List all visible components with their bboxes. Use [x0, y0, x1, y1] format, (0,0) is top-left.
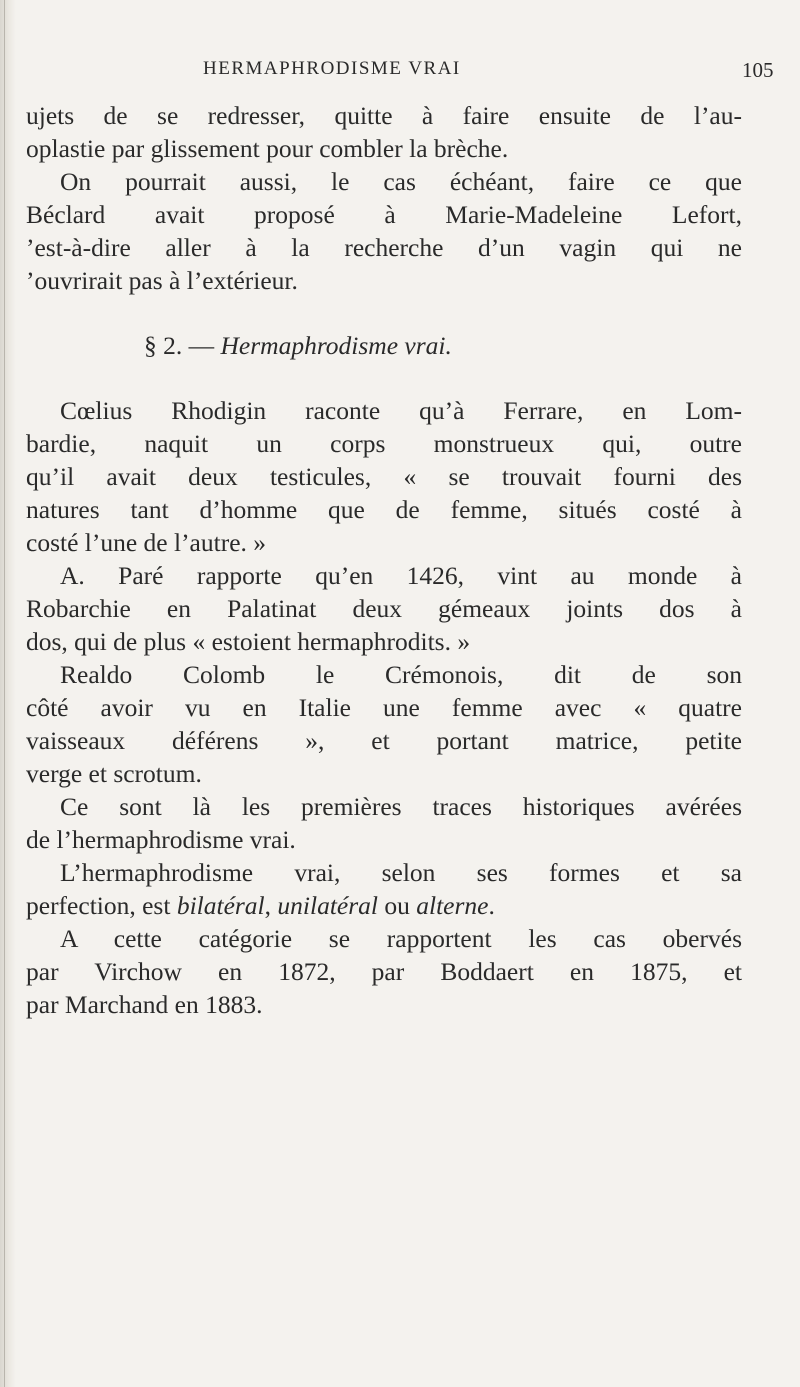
text-line: qu’il avait deux testicules, « se trouvait fourni des: [26, 462, 742, 491]
paragraph: [26, 165, 742, 297]
text-run: ,: [264, 891, 278, 920]
text-line: dos, qui de plus « estoient hermaphrodits. »: [26, 627, 471, 656]
spacer: [26, 362, 742, 394]
running-head: HERMAPHRODISME VRAI: [203, 58, 461, 79]
section-number: § 2. —: [144, 331, 221, 360]
text-line: ’est-à-dire aller à la recherche d’un vagin qui ne: [26, 233, 742, 262]
italic-term: unilatéral: [277, 891, 378, 920]
binding-gutter: [0, 0, 16, 1387]
text-run: perfection, est: [26, 891, 177, 920]
section-heading: [26, 329, 742, 362]
text-line: verge et scrotum.: [26, 759, 202, 788]
text-line: Robarchie en Palatinat deux gémeaux joints dos à: [26, 594, 742, 623]
text-line: ’ouvrirait pas à l’extérieur.: [26, 266, 298, 295]
paragraph: [26, 559, 742, 658]
text-line: On pourrait aussi, le cas échéant, faire ce que: [60, 167, 742, 196]
gutter-edge-line: [4, 0, 5, 1387]
text-line: A. Paré rapporte qu’en 1426, vint au monde à: [60, 561, 742, 590]
text-line: par Marchand en 1883.: [26, 990, 263, 1019]
text-line: oplastie par glissement pour combler la brèche.: [26, 134, 509, 163]
text-line: A cette catégorie se rapportent les cas obervés: [60, 924, 742, 953]
text-run: ou: [378, 891, 417, 920]
paragraph: [26, 922, 742, 1021]
text-run: .: [488, 891, 495, 920]
body-text: [26, 99, 742, 1021]
text-line: Realdo Colomb le Crémonois, dit de son: [60, 660, 742, 689]
italic-term: bilatéral: [176, 891, 265, 920]
text-line: vaisseaux déférens », et portant matrice, petite: [26, 726, 742, 755]
text-line: [26, 889, 742, 922]
text-line: ujets de se redresser, quitte à faire ensuite de l’au-: [26, 101, 742, 130]
text-line: côté avoir vu en Italie une femme avec « quatre: [26, 693, 742, 722]
spacer: [26, 297, 742, 329]
text-line: costé l’une de l’autre. »: [26, 528, 267, 557]
text-line: natures tant d’homme que de femme, situés costé à: [26, 495, 742, 524]
section-title: Hermaphrodisme vrai.: [220, 331, 452, 360]
paragraph: [26, 394, 742, 559]
paragraph: [26, 856, 742, 922]
text-line: bardie, naquit un corps monstrueux qui, outre: [26, 429, 742, 458]
page-number: 105: [742, 58, 774, 82]
text-line: Cœlius Rhodigin raconte qu’à Ferrare, en Lom-: [60, 396, 742, 425]
text-line: de l’hermaphrodisme vrai.: [26, 825, 296, 854]
text-line: L’hermaphrodisme vrai, selon ses formes et sa: [60, 858, 742, 887]
text-line: Ce sont là les premières traces historiques avérées: [60, 792, 742, 821]
italic-term: alterne: [416, 891, 489, 920]
paragraph: [26, 658, 742, 790]
paragraph: [26, 790, 742, 856]
paragraph: [26, 99, 742, 165]
text-line: Béclard avait proposé à Marie-Madeleine Lefort,: [26, 200, 742, 229]
page-header: [0, 58, 800, 88]
text-line: par Virchow en 1872, par Boddaert en 1875, et: [26, 957, 742, 986]
